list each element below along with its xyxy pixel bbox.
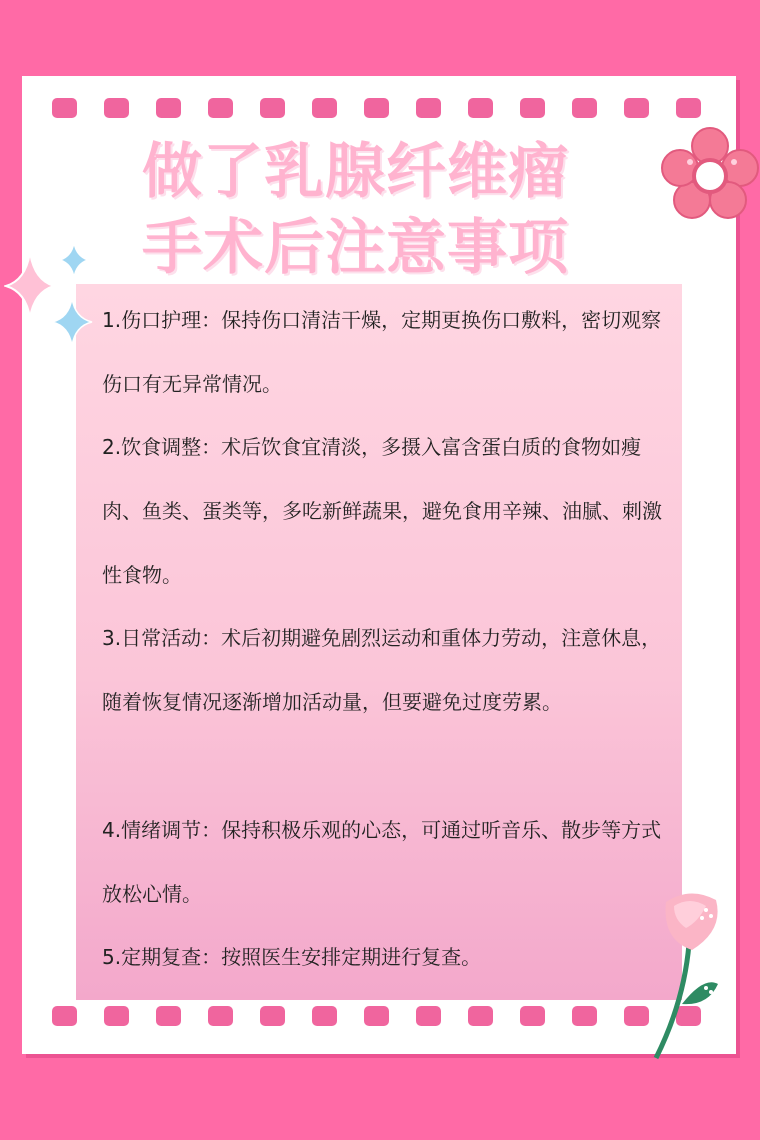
strip-hole xyxy=(208,1006,233,1026)
title-line-1: 做了乳腺纤维瘤 xyxy=(142,137,569,207)
strip-hole xyxy=(468,1006,493,1026)
strip-hole xyxy=(468,98,493,118)
strip-hole xyxy=(520,1006,545,1026)
list-item: 2.饮食调整：术后饮食宜清淡，多摄入富含蛋白质的食物如瘦肉、鱼类、蛋类等，多吃新鲜蔬果，避免食用辛辣、油腻、刺激性食物。 xyxy=(102,435,662,587)
strip-hole xyxy=(624,98,649,118)
film-strip-top xyxy=(52,98,701,118)
strip-hole xyxy=(312,98,337,118)
list-item: 5.定期复查：按照医生安排定期进行复查。 xyxy=(102,945,482,969)
strip-hole xyxy=(156,1006,181,1026)
strip-hole xyxy=(572,98,597,118)
strip-hole xyxy=(312,1006,337,1026)
tulip-icon xyxy=(644,892,730,1064)
strip-hole xyxy=(52,1006,77,1026)
poster-card xyxy=(22,76,736,1054)
strip-hole xyxy=(364,98,389,118)
strip-hole xyxy=(208,98,233,118)
film-strip-bottom xyxy=(52,1006,701,1026)
strip-hole xyxy=(260,1006,285,1026)
strip-hole xyxy=(104,1006,129,1026)
flower-icon xyxy=(660,126,760,222)
sparkle-icon xyxy=(4,240,100,350)
content-panel xyxy=(76,284,682,1000)
strip-hole xyxy=(364,1006,389,1026)
strip-hole xyxy=(676,98,701,118)
strip-hole xyxy=(520,98,545,118)
list-item: 3.日常活动：术后初期避免剧烈运动和重体力劳动，注意休息，随着恢复情况逐渐增加活动量，但要避免过度劳累。 xyxy=(102,626,662,714)
strip-hole xyxy=(260,98,285,118)
strip-hole xyxy=(572,1006,597,1026)
strip-hole xyxy=(416,1006,441,1026)
strip-hole xyxy=(416,98,441,118)
title-line-2: 手术后注意事项 xyxy=(142,213,569,283)
strip-hole xyxy=(104,98,129,118)
strip-hole xyxy=(156,98,181,118)
page-title xyxy=(142,134,622,286)
list-item: 4.情绪调节：保持积极乐观的心态，可通过听音乐、散步等方式放松心情。 xyxy=(102,818,662,906)
strip-hole xyxy=(52,98,77,118)
list-item: 1.伤口护理：保持伤口清洁干燥，定期更换伤口敷料，密切观察伤口有无异常情况。 xyxy=(102,308,662,396)
